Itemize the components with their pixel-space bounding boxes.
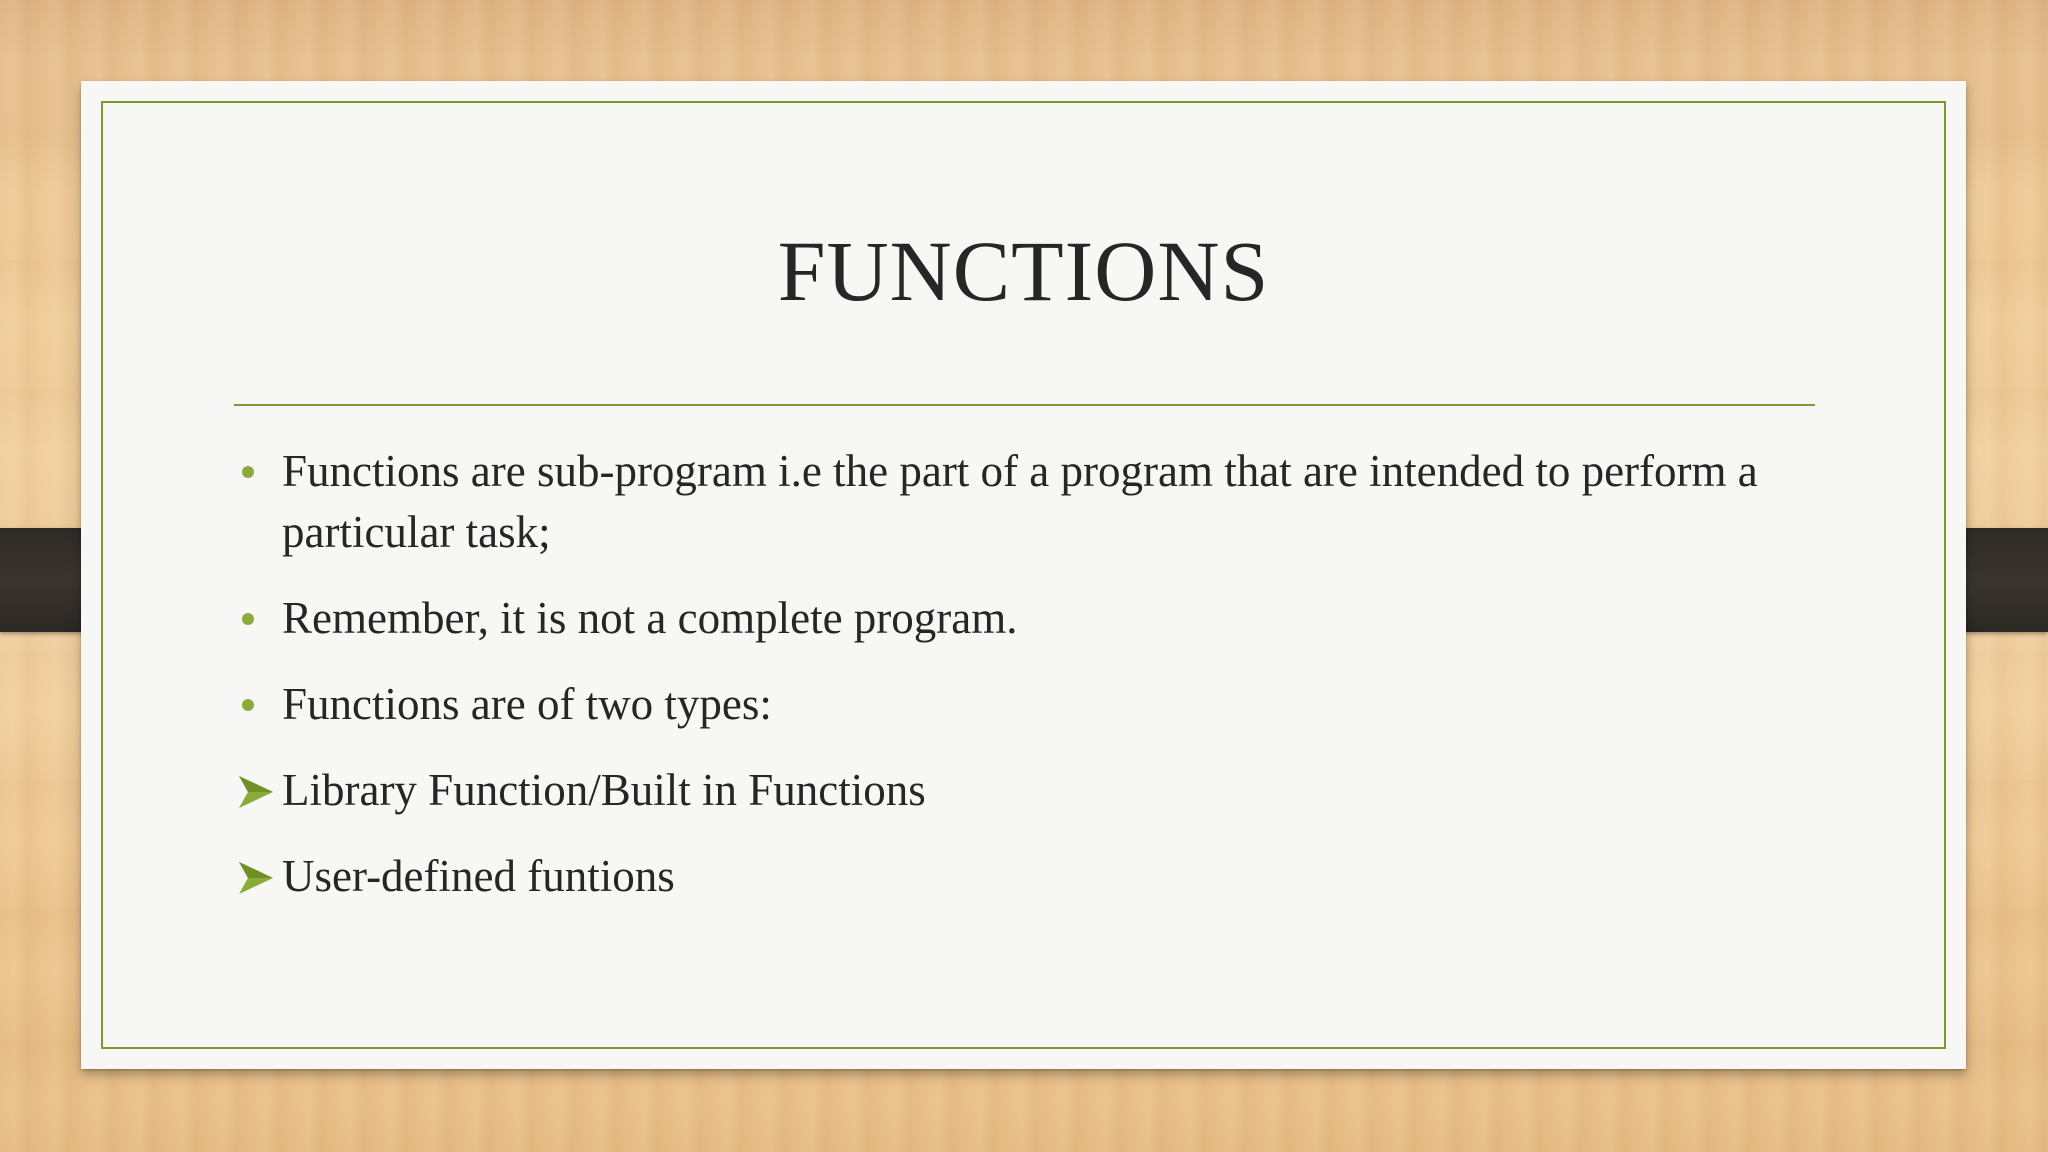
sub-bullet-text: Library Function/Built in Functions (282, 765, 926, 815)
arrow-bullet-icon (236, 858, 276, 898)
bullet-item (234, 441, 1834, 563)
bullet-item (234, 674, 1834, 735)
bullet-text: Functions are of two types: (282, 679, 772, 729)
bullet-dot-icon (242, 699, 254, 711)
bullet-text: Functions are sub-program i.e the part of a program that are intended to perform a particular task; (282, 446, 1758, 557)
title-divider (234, 404, 1815, 406)
sub-bullet-item (234, 760, 1834, 821)
slide-paper (81, 81, 1966, 1069)
bullet-dot-icon (242, 466, 254, 478)
bullet-text: Remember, it is not a complete program. (282, 593, 1018, 643)
bullet-list (234, 441, 1834, 932)
sub-bullet-text: User-defined funtions (282, 851, 675, 901)
bullet-item (234, 588, 1834, 649)
slide-title: FUNCTIONS (777, 223, 1270, 319)
sub-bullet-item (234, 846, 1834, 907)
bullet-dot-icon (242, 613, 254, 625)
arrow-bullet-icon (236, 772, 276, 812)
